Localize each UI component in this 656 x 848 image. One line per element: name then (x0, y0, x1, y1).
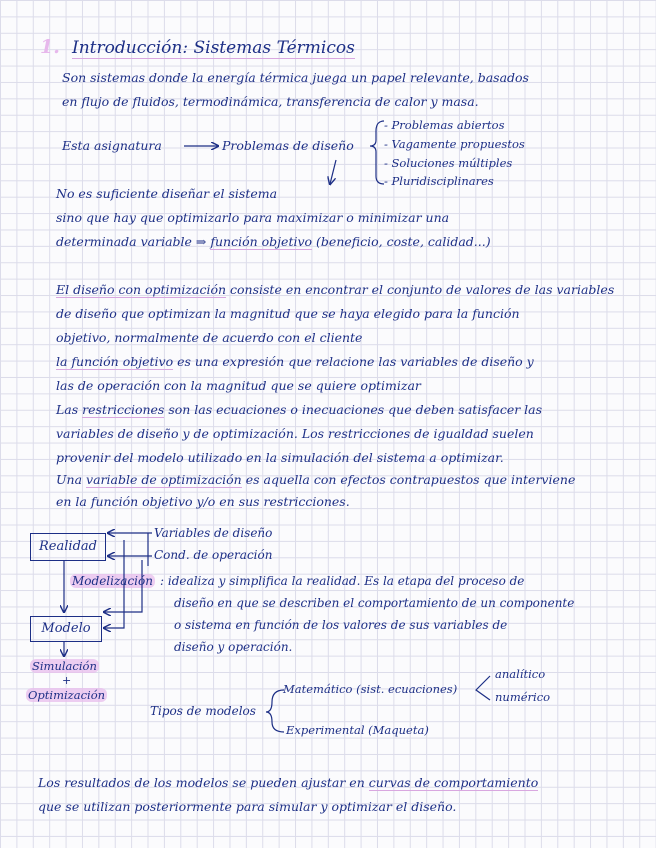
funcion-obj-term: la función objetivo (56, 354, 174, 369)
section-number: 1. (40, 36, 60, 58)
cond-operacion-label: Cond. de operación (154, 548, 273, 562)
implies-arrow: ⇒ (195, 234, 207, 249)
diseno-opt-term: El diseño con optimización (56, 282, 227, 297)
modelizacion-desc-line-4: diseño y operación. (174, 640, 293, 654)
asignatura-list-item: - Vagamente propuestos (384, 137, 525, 151)
modelizacion-desc-line-1: : idealiza y simplifica la realidad. Es la etapa del proceso de (160, 574, 525, 588)
tipos-experimental: Experimental (Maqueta) (286, 723, 429, 737)
tipos-matematico: Matemático (sist. ecuaciones) (283, 682, 458, 696)
optimizacion-label: Optimización (28, 688, 106, 702)
restricciones-term: restricciones (82, 402, 165, 417)
variable-opt-pre: Una (56, 472, 83, 487)
funcion-obj-rest: es una expresión que relacione las variables de diseño y (177, 354, 534, 369)
list-brace (370, 121, 384, 184)
realidad-box: Realidad (30, 533, 106, 561)
modelo-box: Modelo (30, 616, 102, 642)
asignatura-list-item: - Pluridisciplinares (384, 174, 494, 188)
funcion-obj-line-2: las de operación con la magnitud que se quiere optimizar (56, 378, 421, 393)
conclusion-pre: Los resultados de los modelos se pueden ajustar en (38, 775, 365, 790)
matematico-brace (476, 676, 490, 700)
funcion-objetivo-term: función objetivo (210, 234, 313, 249)
tipos-label: Tipos de modelos (150, 704, 256, 718)
modelizacion-label: Modelización (72, 574, 153, 588)
restricciones-prefix: Las (56, 402, 79, 417)
no-suficiente-line-1: No es suficiente diseñar el sistema (56, 186, 278, 201)
tipos-brace (266, 690, 284, 732)
diseno-down-arrow (330, 160, 336, 184)
variable-opt-line-2: en la función objetivo y/o en sus restricciones. (56, 494, 350, 509)
asignatura-label: Esta asignatura (62, 138, 162, 153)
intro-line-1: Son sistemas donde la energía térmica juega un papel relevante, basados (62, 70, 529, 85)
modelizacion-desc-line-3: o sistema en función de los valores de sus variables de (174, 618, 508, 632)
conclusion-line-2: que se utilizan posteriormente para simular y optimizar el diseño. (38, 799, 457, 814)
simulacion-label: Simulación (32, 659, 97, 673)
plus-sign: + (62, 674, 72, 687)
no-suficiente-line-2: sino que hay que optimizarlo para maximizar o minimizar una (56, 210, 450, 225)
asignatura-list-item: - Soluciones múltiples (384, 156, 513, 170)
diseno-opt-line-3: objetivo, normalmente de acuerdo con el cliente (56, 330, 363, 345)
restricciones-rest: son las ecuaciones o inecuaciones que deben satisfacer las (168, 402, 543, 417)
curvas-comportamiento-term: curvas de comportamiento (368, 775, 539, 790)
page-title: Introducción: Sistemas Térmicos (72, 38, 355, 58)
variable-prefix: determinada variable (56, 234, 192, 249)
cond-to-modelo-arrow (104, 560, 142, 612)
variable-opt-term: variable de optimización (86, 472, 242, 487)
variable-suffix: (beneficio, coste, calidad...) (316, 234, 491, 249)
modelizacion-desc-line-2: diseño en que se describen el comportamiento de un componente (174, 596, 575, 610)
diseno-opt-line-2: de diseño que optimizan la magnitud que se haya elegido para la función (56, 306, 520, 321)
tipos-numerico: numérico (495, 690, 551, 704)
variable-opt-post: es aquella con efectos contrapuestos que interviene (245, 472, 576, 487)
intro-line-2: en flujo de fluidos, termodinámica, transferencia de calor y masa. (62, 94, 479, 109)
asignatura-list-item: - Problemas abiertos (384, 118, 505, 132)
variables-diseno-label: Variables de diseño (154, 526, 273, 540)
var-to-modelo-arrow (104, 540, 124, 628)
tipos-analitico: analítico (495, 667, 546, 681)
asignatura-target: Problemas de diseño (222, 138, 354, 153)
diseno-opt-rest: consiste en encontrar el conjunto de valores de las variables (230, 282, 615, 297)
restricciones-line-3: provenir del modelo utilizado en la simulación del sistema a optimizar. (56, 450, 504, 465)
restricciones-line-2: variables de diseño y de optimización. Los restricciones de igualdad suelen (56, 426, 534, 441)
